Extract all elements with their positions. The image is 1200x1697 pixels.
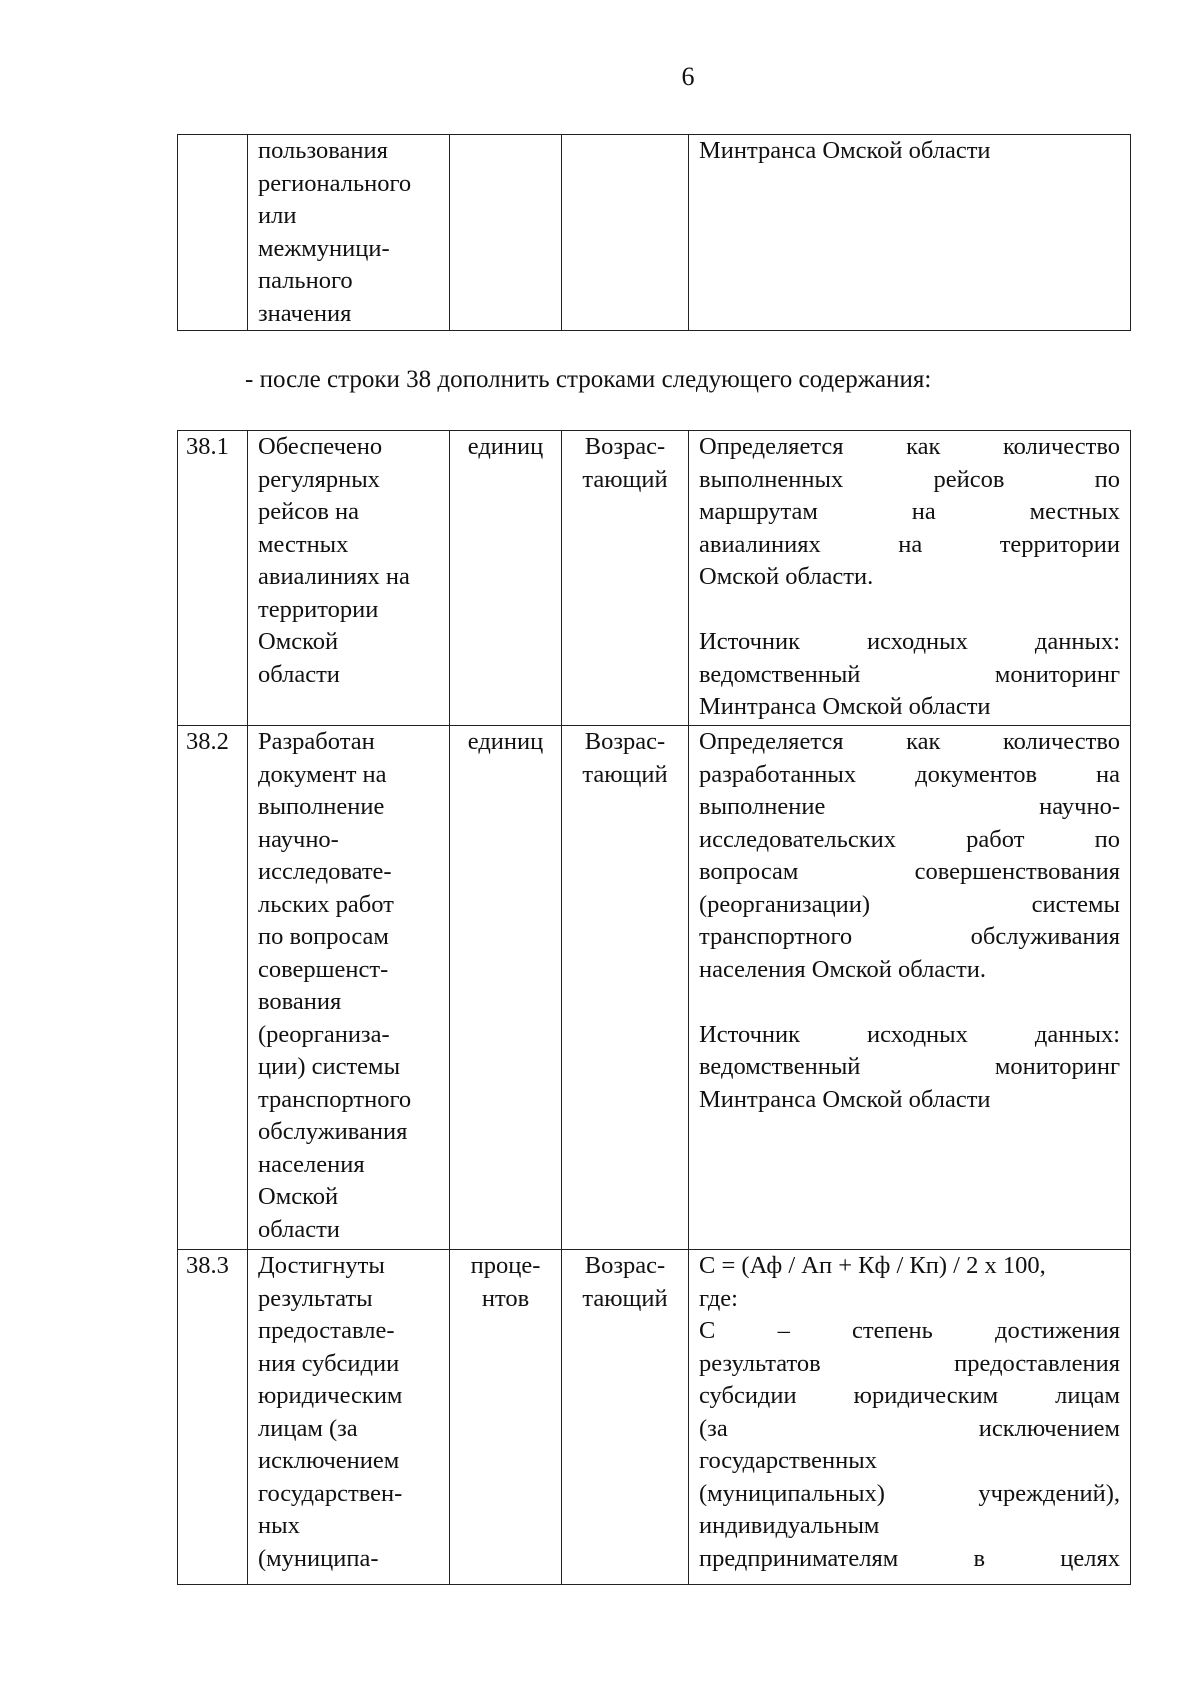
indicator-name-line: Достигнуты (258, 1252, 385, 1279)
description-line: вопросам совершенствования (699, 858, 1120, 885)
description-line: Определяется как количество (699, 728, 1120, 755)
indicator-name-line: области (258, 1215, 340, 1243)
trend-line: тающий (582, 465, 668, 493)
row-number-cell: 38.1 (178, 431, 248, 726)
source-line: Источник исходных данных: (699, 628, 1120, 655)
unit-line: нтов (481, 1284, 530, 1312)
indicator-name-line: государствен- (258, 1479, 403, 1507)
indicator-name-line: вования (258, 988, 342, 1015)
trend-line: тающий (582, 1284, 668, 1312)
description-line: субсидии юридическим лицам (699, 1382, 1120, 1409)
trend-cell (562, 726, 689, 1250)
description-cell (689, 135, 1131, 331)
source-line: Источник исходных данных: (699, 1020, 1120, 1048)
table-row (178, 135, 1131, 331)
indicator-name-line: авиалиниях на (258, 563, 410, 590)
indicator-name-line: области (258, 660, 340, 688)
indicator-name-line: или (258, 202, 297, 229)
indicator-name-cell (248, 135, 450, 331)
trend-line: тающий (582, 760, 668, 788)
description-line: (муниципальных) учреждений), (699, 1479, 1120, 1507)
indicator-name-line: льских работ (258, 890, 394, 918)
indicator-name-line: документ на (258, 760, 387, 788)
unit-line: проце- (470, 1252, 541, 1279)
description-line: (реорганизации) системы (699, 890, 1120, 918)
indicator-name-line: регионального (258, 169, 412, 197)
description-line: С – степень достижения (699, 1317, 1120, 1344)
amendment-instruction: - после строки 38 дополнить строками следующего содержания: (245, 366, 932, 393)
description-line: Минтранса Омской области (699, 137, 991, 164)
indicator-name-line: Омской (258, 1183, 339, 1210)
source-line: ведомственный мониторинг (699, 660, 1120, 688)
row-number-cell: 38.3 (178, 1250, 248, 1585)
paragraph-gap (699, 986, 1120, 1019)
description-line: предпринимателям в целях (699, 1544, 1120, 1572)
trend-line: Возрас- (584, 1252, 666, 1279)
description-cell (689, 431, 1131, 726)
source-line: Минтранса Омской области (699, 693, 991, 720)
trend-cell (562, 135, 689, 331)
indicator-name-line: местных (258, 530, 349, 558)
formula-line: С = (Аф / Ап + Кф / Кп) / 2 х 100, (699, 1252, 1046, 1279)
indicator-name-line: территории (258, 595, 379, 623)
indicator-name-line: пального (258, 267, 353, 294)
indicator-name-line: совершенст- (258, 955, 389, 983)
indicator-name-cell (248, 1250, 450, 1585)
table-row (178, 726, 1131, 1250)
indicator-name-line: по вопросам (258, 923, 389, 950)
source-line: ведомственный мониторинг (699, 1053, 1120, 1080)
description-line: Определяется как количество (699, 433, 1120, 460)
indicator-name-cell (248, 431, 450, 726)
description-line: результатов предоставления (699, 1349, 1120, 1377)
description-line: (за исключением (699, 1414, 1120, 1442)
indicator-name-line: результаты (258, 1284, 373, 1312)
description-cell (689, 726, 1131, 1250)
indicator-name-cell (248, 726, 450, 1250)
description-line: выполнение научно- (699, 793, 1120, 820)
indicator-name-line: населения (258, 1150, 365, 1178)
description-line: Омской области. (699, 563, 874, 590)
indicator-name-line: юридическим (258, 1382, 403, 1409)
description-line: населения Омской области. (699, 955, 986, 983)
indicator-name-line: ных (258, 1512, 300, 1539)
unit-cell (450, 1250, 562, 1585)
row-number-cell: 38.2 (178, 726, 248, 1250)
indicator-name-line: выполнение (258, 793, 385, 820)
unit-cell (450, 726, 562, 1250)
trend-cell (562, 431, 689, 726)
trend-line: Возрас- (584, 728, 666, 755)
indicator-name-line: Омской (258, 628, 339, 655)
description-line: индивидуальным (699, 1512, 880, 1539)
indicator-name-line: (муниципа- (258, 1544, 379, 1572)
indicator-name-line: ния субсидии (258, 1349, 400, 1377)
source-line: Минтранса Омской области (699, 1085, 991, 1113)
description-line: транспортного обслуживания (699, 923, 1120, 950)
row-number-cell (178, 135, 248, 331)
paragraph-gap (699, 594, 1120, 627)
table-row (178, 1250, 1131, 1585)
indicator-name-line: рейсов на (258, 498, 360, 525)
continuation-table (177, 134, 1131, 331)
indicator-name-line: ции) системы (258, 1053, 401, 1080)
indicators-table (177, 430, 1131, 1585)
page-number: 6 (681, 62, 695, 91)
unit-cell (450, 431, 562, 726)
description-line: исследовательских работ по (699, 825, 1120, 853)
trend-cell (562, 1250, 689, 1585)
indicator-name-line: Разработан (258, 728, 375, 755)
indicator-name-line: (реорганиза- (258, 1020, 390, 1048)
indicator-name-line: значения (258, 299, 352, 327)
indicator-name-line: Обеспечено (258, 433, 383, 460)
indicator-name-line: исследовате- (258, 858, 392, 885)
indicator-name-line: научно- (258, 825, 339, 853)
description-cell (689, 1250, 1131, 1585)
table-row (178, 431, 1131, 726)
indicator-name-line: предоставле- (258, 1317, 395, 1344)
description-line: маршрутам на местных (699, 498, 1120, 525)
indicator-name-line: транспортного (258, 1085, 412, 1113)
description-line: где: (699, 1284, 738, 1312)
trend-line: Возрас- (584, 433, 666, 460)
description-line: выполненных рейсов по (699, 465, 1120, 493)
indicator-name-line: исключением (258, 1447, 400, 1474)
indicator-name-line: лицам (за (258, 1414, 358, 1442)
description-line: авиалиниях на территории (699, 530, 1120, 558)
indicator-name-line: обслуживания (258, 1118, 408, 1145)
unit-line: единиц (467, 728, 544, 755)
indicator-name-line: регулярных (258, 465, 380, 493)
indicator-name-line: пользования (258, 137, 388, 164)
description-line: разработанных документов на (699, 760, 1120, 788)
unit-cell (450, 135, 562, 331)
unit-line: единиц (467, 433, 544, 460)
description-line: государственных (699, 1447, 877, 1474)
indicator-name-line: межмуници- (258, 234, 390, 262)
